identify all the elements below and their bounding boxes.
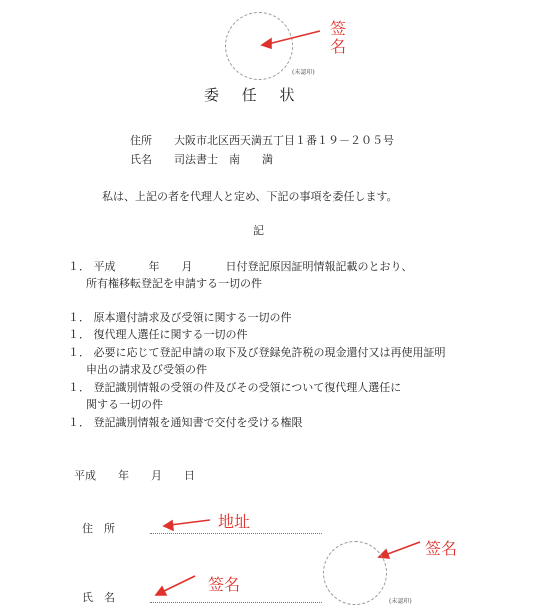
list-item-1-cont: 所有権移転登記を申請する一切の件: [86, 277, 262, 290]
annotation-signature-top: 签 名: [330, 19, 347, 56]
principal-name-label: 氏 名: [82, 591, 115, 604]
list-item-text: 登記識別情報の受領の件及びその受領について復代理人選任に: [93, 381, 402, 394]
list-item-3: [68, 328, 248, 342]
annotation-address: 地址: [218, 512, 251, 531]
list-item-text: 原本還付請求及び受領に関する一切の件: [93, 311, 292, 324]
agent-name-label: 氏名: [130, 153, 152, 166]
list-item-4: [68, 346, 446, 360]
annotation-signature-seal: 签名: [425, 539, 458, 558]
agent-address-label: 住所: [130, 134, 152, 147]
list-item-num: １．: [68, 416, 90, 429]
list-item-2: [68, 311, 292, 325]
seal-label-top: (未認印): [292, 69, 315, 76]
list-item-num: １．: [68, 328, 90, 341]
list-item-num: １．: [68, 381, 90, 394]
list-item-text: 復代理人選任に関する一切の件: [93, 328, 248, 341]
list-item-1: [68, 260, 413, 274]
list-item-num: １．: [68, 260, 90, 273]
address-field-line: [150, 533, 322, 534]
date-line: 平成 年 月 日: [74, 469, 195, 482]
document-title: 委 任 状: [204, 86, 304, 104]
intro-text: 私は、上記の者を代理人と定め、下記の事項を委任します。: [102, 190, 398, 203]
list-item-5-cont: 関する一切の件: [86, 398, 163, 411]
name-field-line: [150, 602, 322, 603]
list-item-text: 平成 年 月 日付登記原因証明情報記載のとおり、: [93, 260, 413, 273]
list-item-4-cont: 申出の請求及び受領の件: [86, 363, 207, 376]
principal-address-label: 住 所: [82, 522, 115, 535]
seal-label-bottom: (未認印): [389, 598, 412, 605]
agent-address-value: 大阪市北区西天満五丁目１番１９－２０５号: [174, 134, 394, 147]
list-item-text: 必要に応じて登記申請の取下及び登録免許税の現金還付又は再使用証明: [93, 346, 446, 359]
list-item-6: [68, 416, 303, 430]
seal-circle-bottom: [323, 541, 387, 605]
agent-name-value: 司法書士 南 満: [174, 153, 273, 166]
list-item-5: [68, 381, 401, 395]
ki-heading: 記: [253, 224, 264, 237]
list-item-text: 登記識別情報を通知書で交付を受ける権限: [93, 416, 303, 429]
seal-circle-top: [225, 12, 293, 80]
annotation-signature-name: 签名: [208, 575, 241, 594]
list-item-num: １．: [68, 311, 90, 324]
list-item-num: １．: [68, 346, 90, 359]
